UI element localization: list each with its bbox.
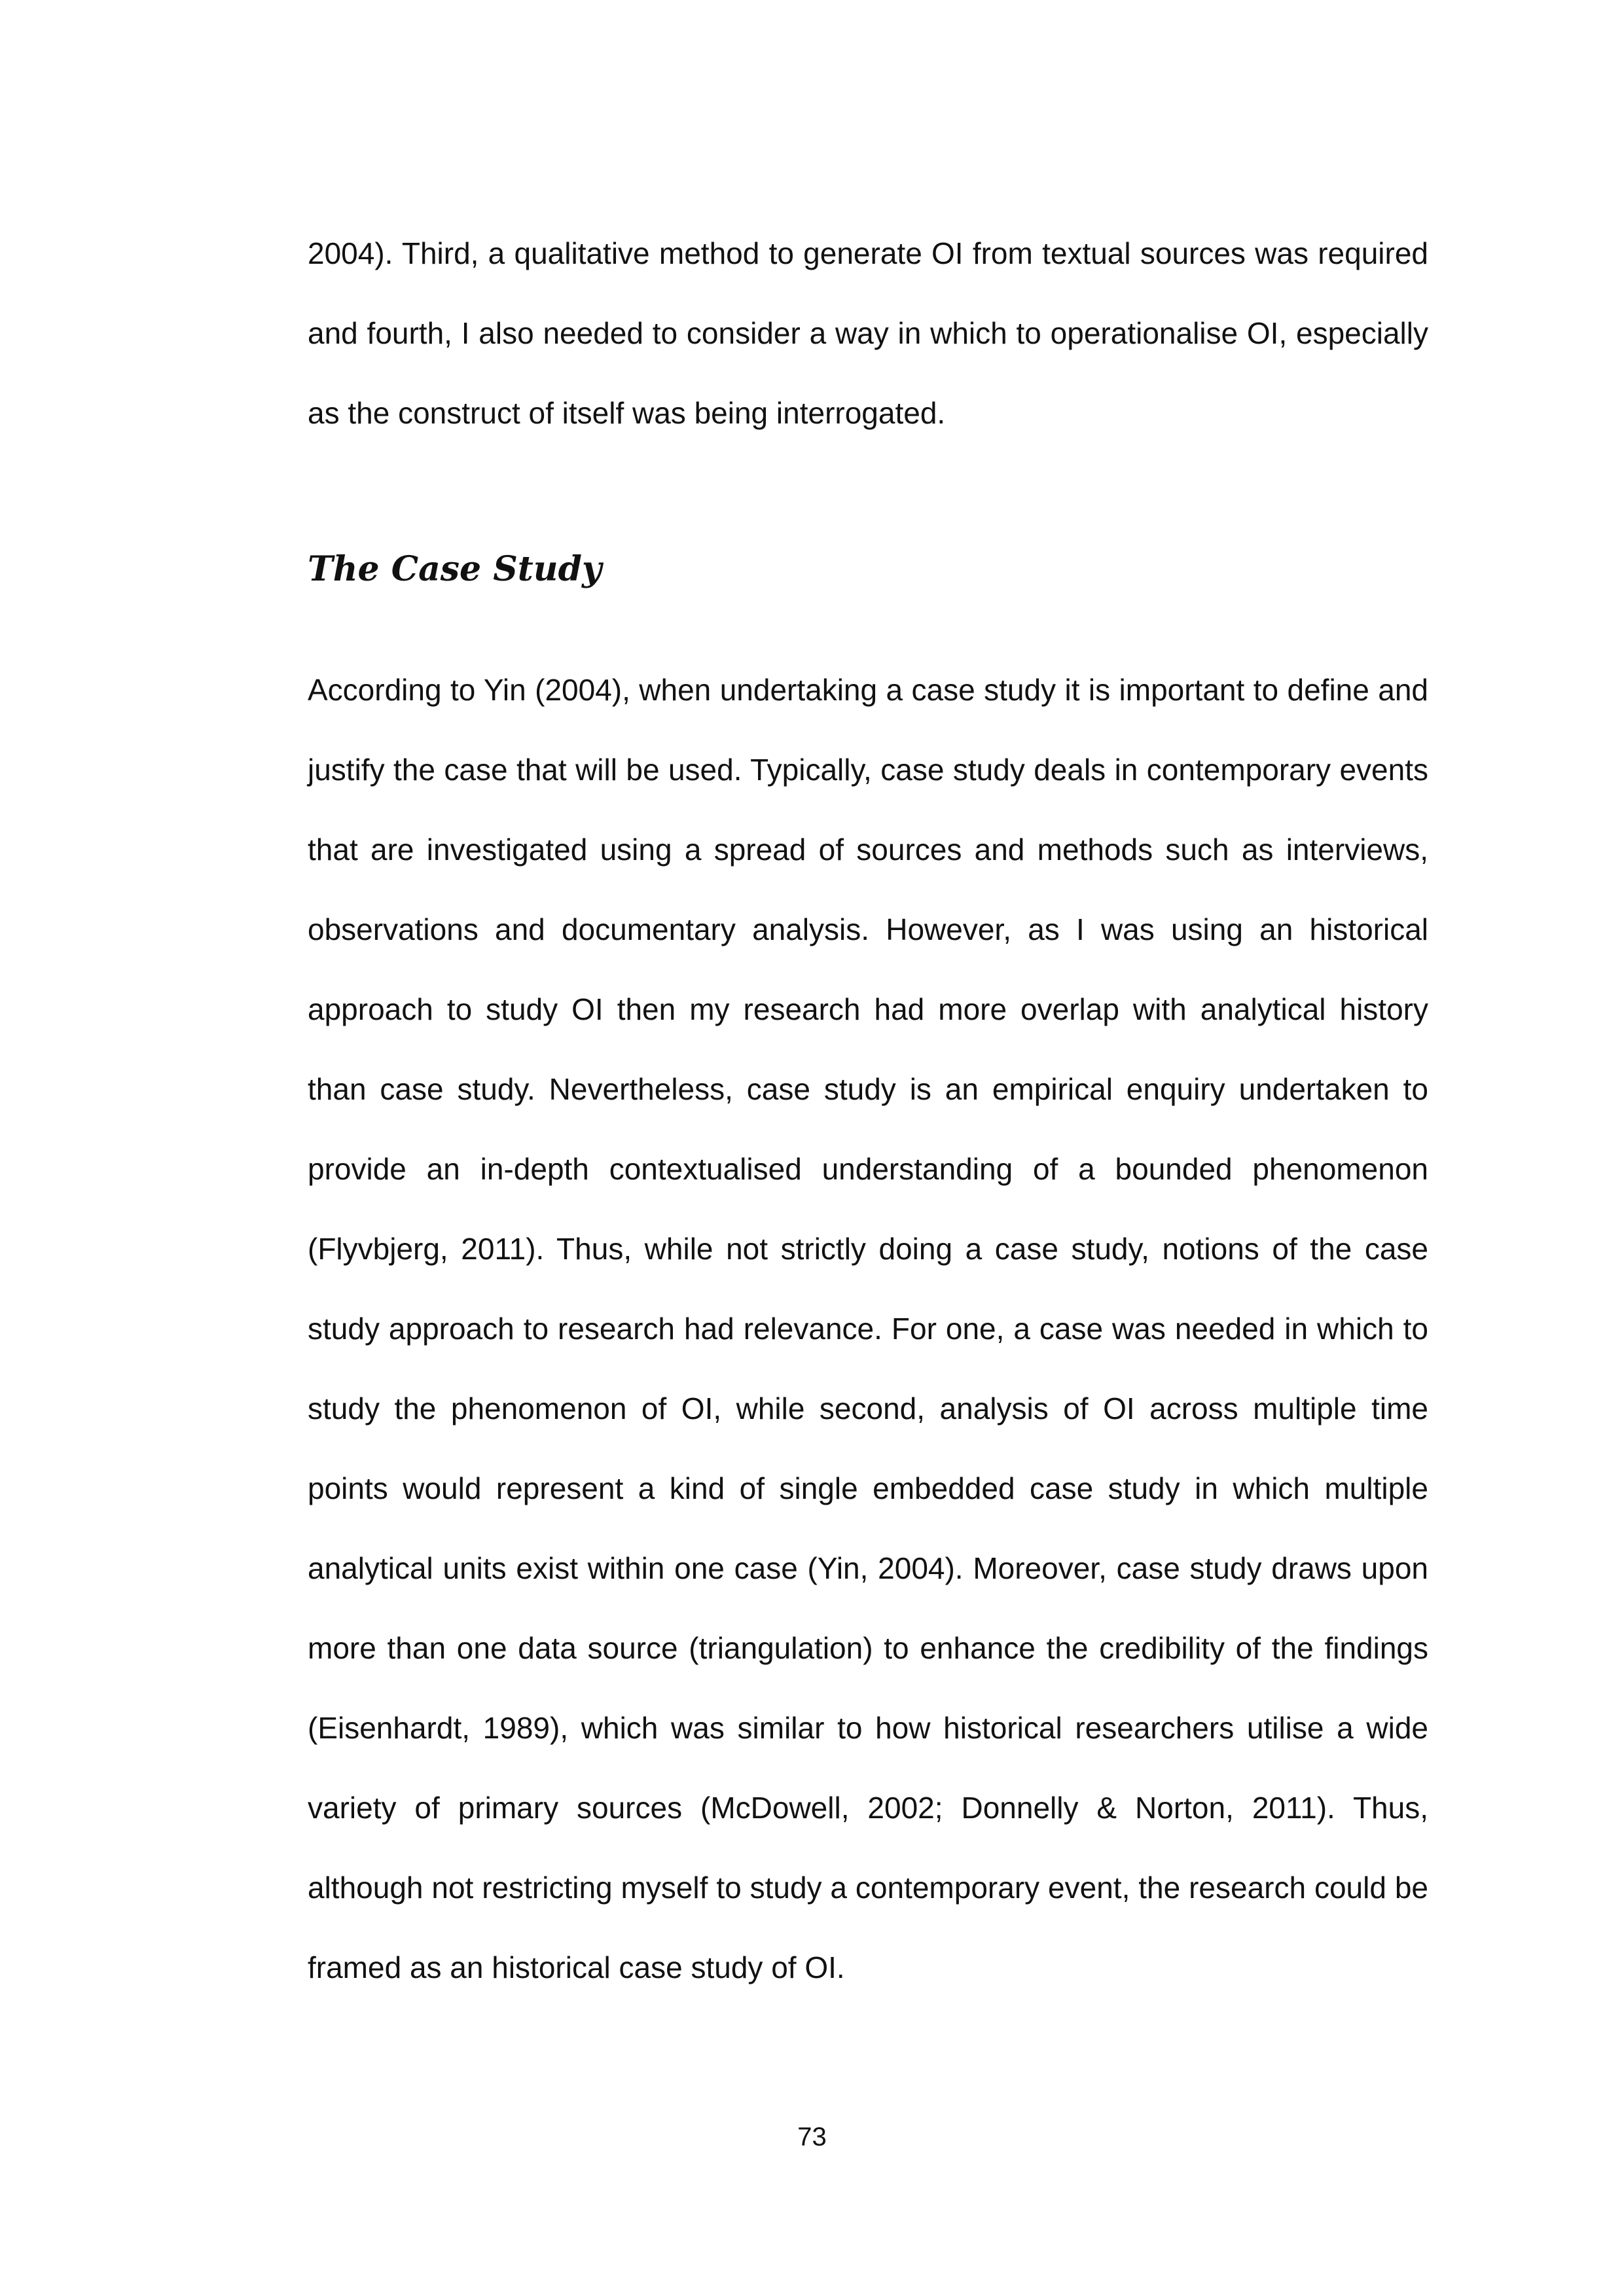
section-heading: The Case Study	[308, 549, 602, 589]
intro-paragraph: 2004). Third, a qualitative method to generate OI from textual sources was required and fourth, I also needed to consider a way in which to operationalise OI, especially as the construct of itself was being interrogated.	[308, 236, 1428, 430]
page-number: 73	[797, 2123, 827, 2151]
body-paragraph: According to Yin (2004), when undertaking a case study it is important to define and justify the case that will be used. Typically, case study deals in contemporary events that are investigated using a spread of sources and methods such as interviews, observations and documentary analysis. However, as I was using an historical approach to study OI then my research had more overlap with analytical history than case study. Nevertheless, case study is an empirical enquiry undertaken to provide an in-depth contextualised understanding of a bounded phenomenon (Flyvbjerg, 2011). Thus, while not strictly doing a case study, notions of the case study approach to research had relevance. For one, a case was needed in which to study the phenomenon of OI, while second, analysis of OI across multiple time points would represent a kind of single embedded case study in which multiple analytical units exist within one case (Yin, 2004). Moreover, case study draws upon more than one data source (triangulation) to enhance the credibility of the findings (Eisenhardt, 1989), which was similar to how historical researchers utilise a wide variety of primary sources (McDowell, 2002; Donnelly & Norton, 2011). Thus, although not restricting myself to study a contemporary event, the research could be framed as an historical case study of OI.	[308, 673, 1428, 1984]
